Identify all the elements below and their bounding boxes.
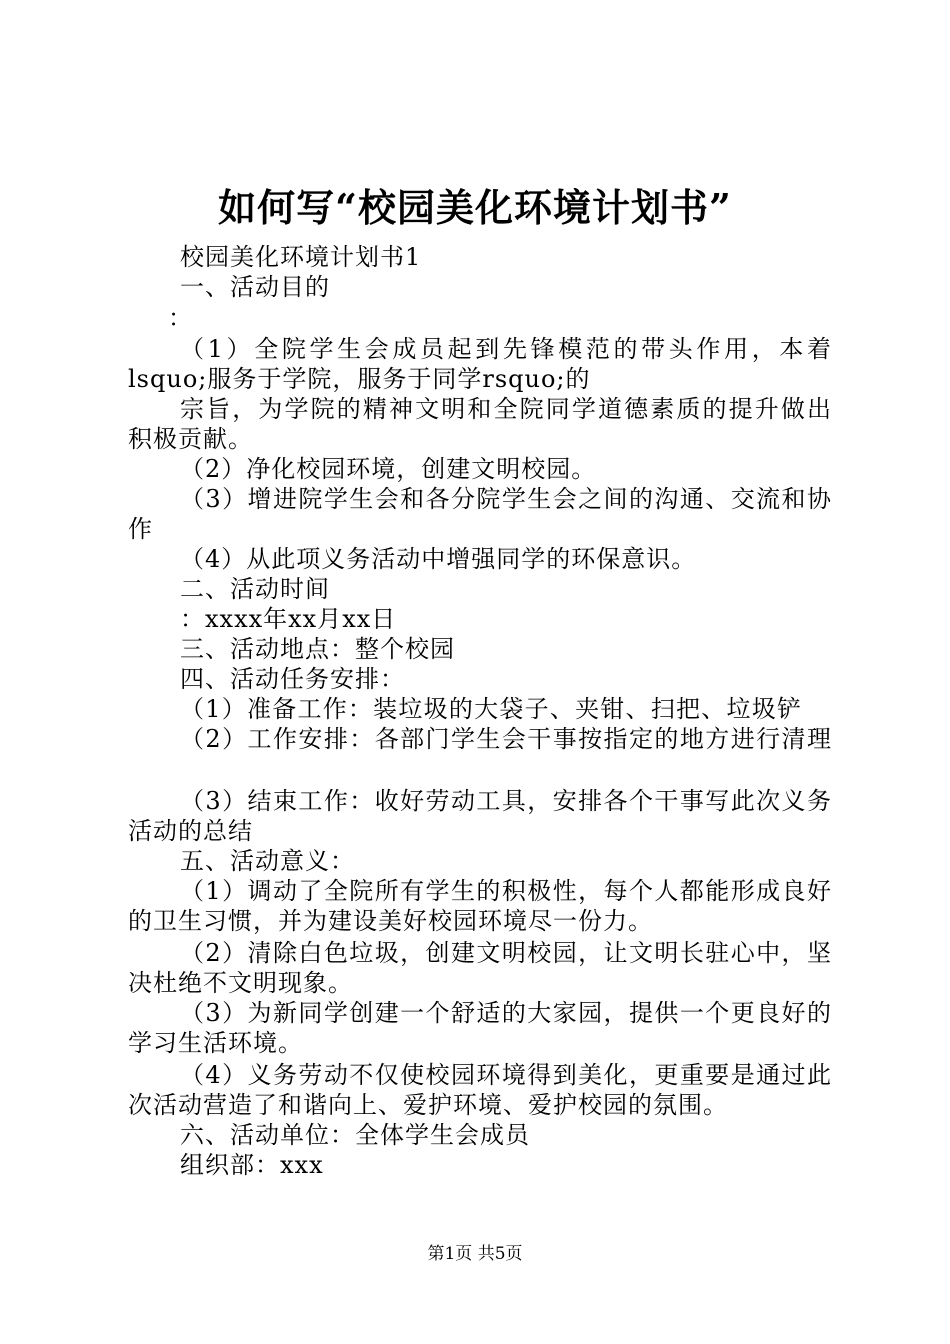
doc-line-11: （4）从此项义务活动中增强同学的环保意识。: [180, 545, 697, 573]
doc-line-27: （4）义务劳动不仅使校园环境得到美化，更重要是通过此: [180, 1061, 832, 1089]
doc-line-25: （3）为新同学创建一个舒适的大家园，提供一个更良好的: [180, 999, 832, 1027]
doc-line-7: 积极贡献。: [128, 425, 253, 453]
doc-line-28: 次活动营造了和谐向上、爱护环境、爱护校园的氛围。: [128, 1091, 728, 1119]
doc-line-17: （2）工作安排：各部门学生会干事按指定的地方进行清理: [180, 725, 832, 753]
doc-line-21: （1）调动了全院所有学生的积极性，每个人都能形成良好: [180, 877, 832, 905]
doc-line-13: ：xxxx年xx月xx日: [180, 605, 397, 633]
doc-line-3: ：: [168, 304, 193, 332]
doc-line-10: 作: [128, 515, 153, 543]
doc-line-2: 一、活动目的: [180, 273, 330, 301]
doc-line-30: 组织部：xxx: [180, 1151, 324, 1179]
doc-line-4: （1）全院学生会成员起到先锋模范的带头作用，本着: [180, 335, 832, 363]
doc-line-9: （3）增进院学生会和各分院学生会之间的沟通、交流和协: [180, 485, 832, 513]
doc-line-6: 宗旨，为学院的精神文明和全院同学道德素质的提升做出: [180, 395, 832, 423]
doc-line-8: （2）净化校园环境，创建文明校园。: [180, 455, 597, 483]
doc-line-1: 校园美化环境计划书1: [180, 243, 422, 271]
doc-line-26: 学习生活环境。: [128, 1029, 303, 1057]
doc-line-23: （2）清除白色垃圾，创建文明校园，让文明长驻心中，坚: [180, 939, 832, 967]
doc-line-18: （3）结束工作：收好劳动工具，安排各个干事写此次义务: [180, 787, 832, 815]
doc-line-24: 决杜绝不文明现象。: [128, 969, 353, 997]
doc-line-16: （1）准备工作：装垃圾的大袋子、夹钳、扫把、垃圾铲: [180, 695, 802, 723]
doc-line-14: 三、活动地点：整个校园: [180, 635, 455, 663]
doc-line-15: 四、活动任务安排：: [180, 665, 405, 693]
doc-line-29: 六、活动单位：全体学生会成员: [180, 1121, 530, 1149]
doc-line-20: 五、活动意义：: [180, 847, 355, 875]
page-footer: 第1页 共5页: [427, 1244, 523, 1264]
doc-line-22: 的卫生习惯，并为建设美好校园环境尽一份力。: [128, 907, 653, 935]
document-title: 如何写“校园美化环境计划书”: [218, 185, 732, 230]
doc-line-5: lsquo;服务于学院，服务于同学rsquo;的: [128, 365, 591, 393]
doc-line-19: 活动的总结: [128, 817, 253, 845]
doc-line-12: 二、活动时间: [180, 575, 330, 603]
